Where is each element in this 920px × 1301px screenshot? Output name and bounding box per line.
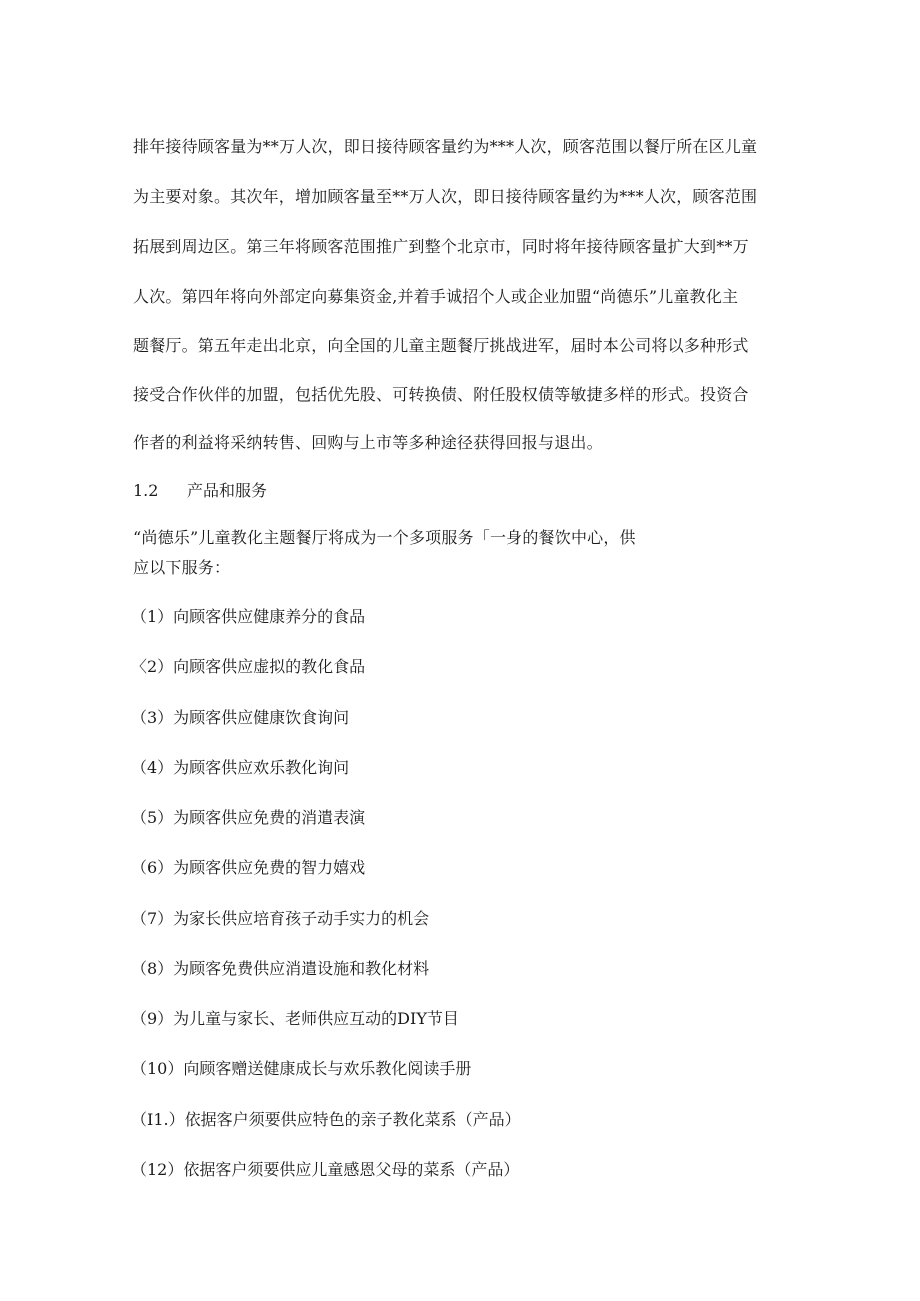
list-item: 〈2）向顾客供应虚拟的教化食品 [131, 657, 366, 676]
intro-line-6: 接受合作伙伴的加盟，包括优先股、可转换债、附任股权债等敏捷多样的形式。投资合 [133, 385, 749, 404]
section-title: 产品和服务 [187, 481, 268, 500]
intro-line-1: 排年接待顾客量为**万人次，即日接待顾客量约为***人次，顾客范围以餐厅所在区儿童 [133, 137, 758, 156]
intro-line-5: 题餐厅。第五年走出北京，向全国的儿童主题餐厅挑战进军，届时本公司将以多种形式 [133, 336, 749, 355]
services-intro-line-1: “尚德乐”儿童教化主题餐厅将成为一个多项服务「一身的餐饮中心，供 [133, 528, 636, 547]
list-item: （I1.）依据客户须要供应特色的亲子教化菜系（产品） [131, 1110, 521, 1129]
list-item: （6）为顾客供应免费的智力嬉戏 [131, 858, 366, 877]
list-item: （5）为顾客供应免费的消遣表演 [131, 808, 366, 827]
list-item: （7）为家长供应培育孩子动手实力的机会 [131, 909, 430, 928]
list-item: （9）为儿童与家长、老师供应互动的DIY节目 [131, 1009, 459, 1028]
intro-line-3: 拓展到周边区。第三年将顾客范围推广到整个北京市，同时将年接待顾客量扩大到**万 [133, 237, 749, 256]
list-item: （3）为顾客供应健康饮食询问 [131, 708, 350, 727]
services-intro-line-2: 应以下服务： [133, 558, 231, 577]
intro-line-4: 人次。第四年将向外部定向募集资金,并着手诚招个人或企业加盟“尚德乐”儿童教化主 [133, 287, 739, 306]
section-heading [133, 478, 267, 501]
list-item: （8）为顾客免费供应消遣设施和教化材料 [131, 959, 430, 978]
intro-line-7: 作者的利益将采纳转售、回购与上市等多种途径获得回报与退出。 [133, 433, 603, 452]
list-item: （1）向顾客供应健康养分的食品 [131, 607, 366, 626]
section-number: 1.2 [133, 481, 159, 500]
list-item: （4）为顾客供应欢乐教化询问 [131, 758, 350, 777]
list-item: （12）依据客户须要供应儿童感恩父母的菜系（产品） [131, 1160, 520, 1179]
list-item: （10）向顾客赠送健康成长与欢乐教化阅读手册 [131, 1059, 472, 1078]
intro-line-2: 为主要对象。其次年，增加顾客量至**万人次，即日接待顾客量约为***人次，顾客范围 [133, 187, 758, 206]
